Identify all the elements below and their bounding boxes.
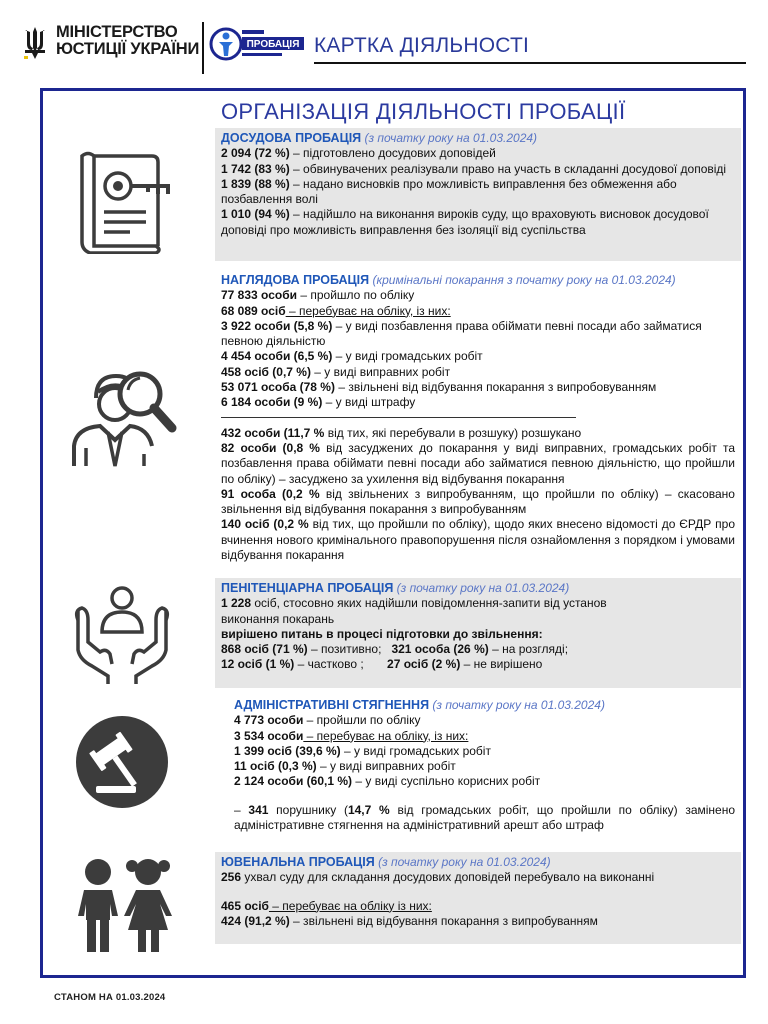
stat-value: 256: [221, 870, 242, 885]
stat-label: – перебуває на обліку, із них:: [285, 303, 451, 318]
stat-label: – у виді виправних робіт: [316, 759, 456, 774]
footer-date-value: 01.03.2024: [115, 992, 166, 1003]
list-item: [221, 380, 735, 395]
stat-value: 53 071 особа (78 %): [221, 380, 335, 395]
stat-label: – перебуває на обліку із них:: [268, 898, 432, 913]
stat-value: 68 089 осіб: [221, 303, 286, 318]
stat-label: – на розгляді;: [488, 642, 569, 657]
stat-label: –: [234, 802, 249, 817]
stat-value: 1 010 (94 %): [221, 207, 290, 222]
section-header: [221, 273, 735, 288]
section-header: [221, 855, 735, 870]
section-title: АДМІНІСТРАТИВНІ СТЯГНЕННЯ: [234, 698, 430, 712]
stat-label: – у виді позбавлення права обіймати певні посади або займатися певною діяльністю: [221, 318, 702, 349]
stat-label: осіб, стосовно яких надійшли повідомлення-запити від установ виконання покарань: [221, 596, 607, 626]
list-item: [234, 729, 735, 744]
list-item: [221, 162, 735, 177]
stat-value: 465 осіб: [221, 898, 269, 913]
list-item: [221, 146, 735, 161]
list-item: [234, 759, 735, 774]
stat-value: 1 399 осіб (39,6 %): [234, 743, 341, 758]
section-subtitle: (з початку року на 01.03.2024): [396, 581, 570, 595]
list-item: [234, 713, 735, 728]
section-supervisory: [215, 270, 741, 570]
gavel-icon: [72, 712, 172, 812]
stat-label: – звільнені від відбування покарання з випробовуванням: [334, 380, 657, 395]
main-title: ОРГАНІЗАЦІЯ ДІЯЛЬНОСТІ ПРОБАЦІЇ: [221, 99, 626, 124]
stat-value: 82 особи (0,8 %: [221, 440, 320, 455]
section-header: [221, 581, 735, 596]
stat-value: 77 833 особи: [221, 288, 298, 303]
section-pretrial: [215, 128, 741, 261]
stat-label: – пройшли по обліку: [303, 713, 421, 728]
list-item: [221, 177, 735, 208]
list-item: [221, 657, 735, 672]
list-item: [234, 774, 735, 789]
stat-label: – звільнені від відбування покарання з випробуванням: [289, 913, 598, 928]
stat-value: 4 773 особи: [234, 713, 304, 728]
ministry-line-1: МІНІСТЕРСТВО: [56, 23, 178, 41]
list-item: [221, 304, 735, 319]
stat-value: 140 осіб (0,2 %: [221, 517, 309, 532]
section-subtitle: (з початку року на 01.03.2024): [432, 698, 605, 712]
footer-date: [54, 992, 165, 1003]
stat-label: – у виді громадських робіт: [340, 743, 491, 758]
stat-value: 1 742 (83 %): [221, 161, 290, 176]
stat-value: 458 осіб (0,7 %): [221, 364, 311, 379]
children-icon: [68, 850, 178, 954]
stat-value: 424 (91,2 %): [221, 913, 290, 928]
stat-value: 3 922 особи (5,8 %): [221, 318, 333, 333]
stat-label: – у виді громадських робіт: [332, 349, 483, 364]
section-title: ПЕНІТЕНЦІАРНА ПРОБАЦІЯ: [221, 581, 394, 595]
stat-value: 2 094 (72 %): [221, 146, 290, 161]
section-title: ЮВЕНАЛЬНА ПРОБАЦІЯ: [221, 855, 375, 869]
stat-label: ухвал суду для складання досудових доповідей перебувало на виконанні: [241, 870, 655, 885]
section-subtitle: (кримінальні покарання з початку року на 01.03.2024): [372, 273, 676, 287]
section-title: НАГЛЯДОВА ПРОБАЦІЯ: [221, 273, 370, 287]
card-title: КАРТКА ДІЯЛЬНОСТІ: [314, 34, 530, 57]
list-item: [221, 349, 735, 364]
hands-person-icon: [70, 580, 174, 684]
page-header: [0, 0, 768, 82]
stat-value: 11 осіб (0,3 %): [234, 759, 317, 774]
stat-value: 341: [248, 802, 269, 817]
list-item: [221, 365, 735, 380]
stat-label: – надійшло на виконання вироків суду, що враховують висновок досудової доповіді про можливість виправлення без ізоляції від суспільства: [221, 207, 709, 237]
list-item: вирішено питань в процесі підготовки до звільнення:: [221, 626, 543, 641]
list-item: [221, 487, 735, 518]
stat-label: – обвинувачених реалізували право на участь в складанні досудової доповіді: [289, 161, 727, 176]
list-item: [221, 899, 735, 914]
ministry-name: [56, 24, 199, 58]
stat-label: – позитивно;: [307, 642, 382, 657]
divider: [221, 417, 576, 418]
list-item: [221, 517, 735, 563]
stat-value: 432 особи (11,7 %: [221, 425, 325, 440]
stat-label: від громадських робіт, що пройшли по обліку) замінено адміністративне стягнення на адміністративний арешт або штраф: [234, 802, 736, 833]
list-item: [221, 426, 735, 441]
list-item: [221, 207, 735, 238]
trident-icon: [22, 26, 48, 60]
stat-label: – надано висновків про можливість виправлення без обмеження або позбавлення волі: [221, 176, 677, 207]
footer-prefix: СТАНОМ НА: [54, 992, 114, 1003]
stat-label: – частково ;: [294, 657, 364, 672]
probation-logo-icon: [208, 22, 308, 66]
stat-value: 3 534 особи: [234, 728, 304, 743]
stat-label: – пройшло по обліку: [297, 288, 415, 303]
stat-label: від тих, які перебували в розшуку) розшукано: [324, 425, 582, 440]
stat-value: 12 осіб (1 %): [221, 657, 295, 672]
section-subtitle: (з початку року на 01.03.2024): [364, 131, 538, 145]
section-penitentiary: [215, 578, 741, 688]
stat-value: 321 особа (26 %): [391, 642, 489, 657]
stat-label: – у виді суспільно корисних робіт: [352, 774, 541, 789]
stat-value: 91 особа (0,2 %: [221, 486, 320, 501]
stat-value: 14,7 %: [347, 802, 390, 817]
list-item: [234, 744, 735, 759]
section-subtitle: (з початку року на 01.03.2024): [378, 855, 551, 869]
section-administrative: [228, 695, 741, 845]
section-header: [234, 698, 735, 713]
section-title: ДОСУДОВА ПРОБАЦІЯ: [221, 131, 362, 145]
stat-value: 6 184 особи (9 %): [221, 395, 323, 410]
magnifier-person-icon: [68, 362, 178, 468]
list-item: [221, 870, 735, 885]
stat-label: – у виді виправних робіт: [310, 364, 451, 379]
stat-value: 27 осіб (2 %): [387, 657, 461, 672]
stat-label: від звільнених з випробуванням, що пройшли по обліку) – скасовано звільнення від відбування покарання з випробуванням: [221, 486, 735, 517]
stat-value: 2 124 особи (60,1 %): [234, 774, 353, 789]
stat-label: порушнику (: [268, 802, 348, 817]
list-item: [221, 288, 735, 303]
stat-label: – перебуває на обліку, із них:: [303, 728, 469, 743]
list-item: [234, 803, 735, 834]
section-header: [221, 131, 735, 146]
document-key-icon: [70, 150, 174, 254]
stat-label: – у виді штрафу: [322, 395, 416, 410]
stat-value: 868 осіб (71 %): [221, 642, 308, 657]
header-separator: [202, 22, 204, 74]
section-juvenile: [215, 852, 741, 944]
stat-label: від засуджених до покарання у виді виправних, громадських робіт та позбавлення права обіймати певні посади або займатися певною діяльністю, що пройшли по обліку) – засуджено за ухилення від відбування покарання: [221, 440, 735, 486]
probation-logo-text: ПРОБАЦІЯ: [246, 39, 300, 50]
list-item: [221, 441, 735, 487]
stat-label: – не вирішено: [460, 657, 543, 672]
ministry-line-2: ЮСТИЦІЇ УКРАЇНИ: [56, 40, 200, 58]
stat-value: 1 839 (88 %): [221, 176, 290, 191]
list-item: [221, 319, 735, 350]
stat-value: 1 228: [221, 596, 252, 611]
list-item: [221, 914, 735, 929]
stat-label: – підготовлено досудових доповідей: [289, 146, 496, 161]
list-item: [221, 395, 735, 410]
list-item: [221, 642, 735, 657]
list-item: [221, 596, 641, 627]
stat-value: 4 454 особи (6,5 %): [221, 349, 333, 364]
header-underline: [314, 62, 746, 64]
stat-label: від тих, що пройшли по обліку), щодо яких внесено відомості до ЄРДР про вчинення нового кримінального правопорушення після ознайомлення з порядком і умовами відбування покарання: [221, 517, 736, 563]
